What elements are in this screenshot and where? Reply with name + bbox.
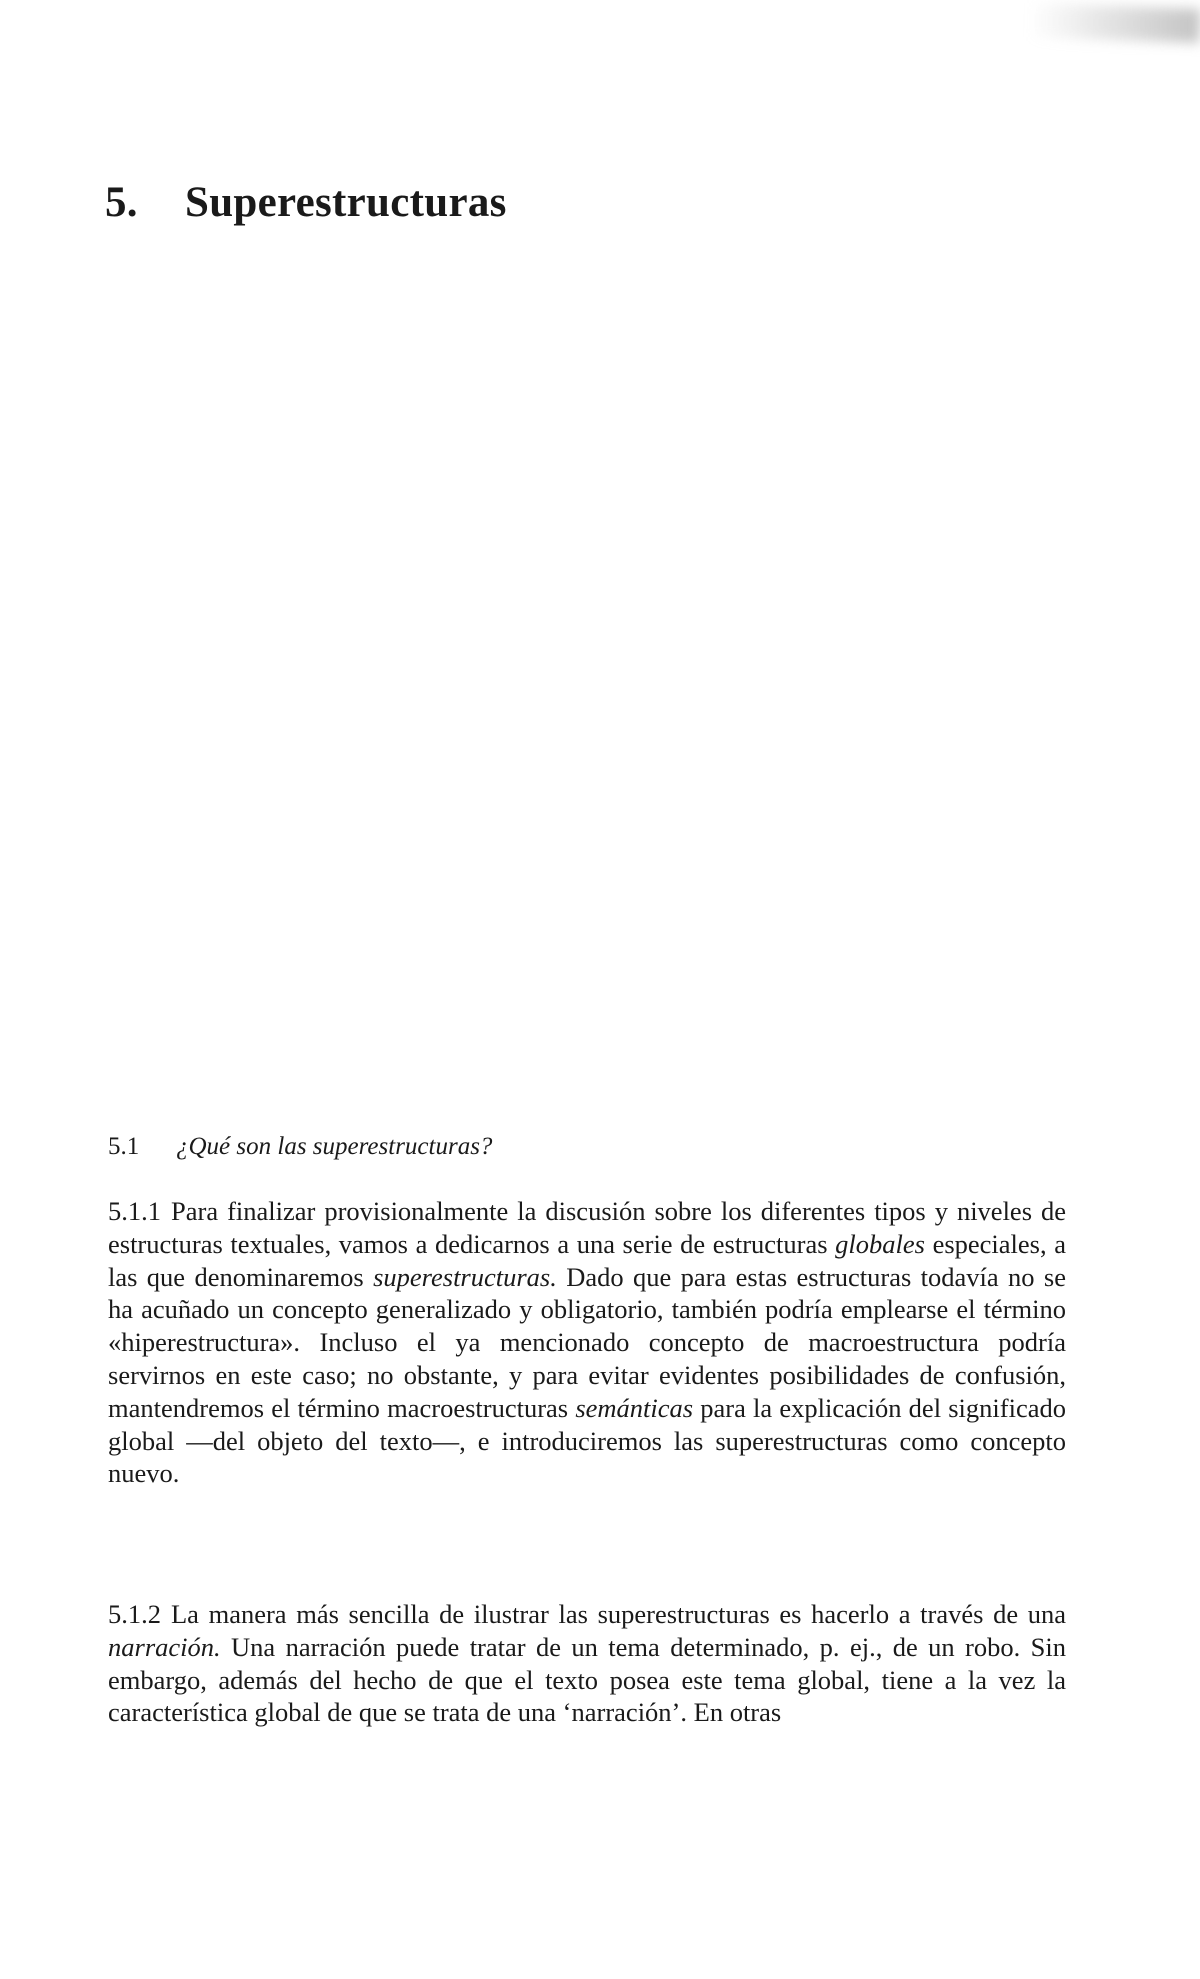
paragraph-number: 5.1.1 [108, 1196, 161, 1226]
emphasis-text: semánticas [575, 1392, 694, 1423]
paragraph-text: Dado que para estas estructuras todavía no se ha acuñado un concepto generalizado y obligatorio, también podría emplearse el término «hiperestructura». Incluso el ya mencionado concepto de macroestructura podría servirnos en este caso; no obstante, y para evitar evidentes posibilidades de confusión, mantendremos el término macroestructuras [108, 1261, 1066, 1423]
paragraph-5-1-1 [108, 1195, 1066, 1490]
paragraph-text: Una narración puede tratar de un tema determinado, p. ej., de un robo. Sin embargo, además del hecho de que el texto posea este tema global, tiene a la vez la característica global de que se trata de una ‘narración’. En otras [108, 1631, 1066, 1728]
emphasis-text: superestructuras. [373, 1261, 557, 1292]
chapter-title [105, 178, 507, 227]
chapter-number: 5. [105, 179, 138, 226]
paragraph-number: 5.1.2 [108, 1599, 161, 1629]
paragraph-text: La manera más sencilla de ilustrar las superestructuras es hacerlo a través de una [171, 1599, 1066, 1629]
paragraph-text: Para finalizar provisionalmente la discusión sobre los diferentes tipos y niveles de estructuras textuales, vamos a dedicarnos a una serie de estructuras [108, 1196, 1066, 1259]
emphasis-text: globales [835, 1228, 925, 1259]
chapter-title-text: Superestructuras [185, 179, 507, 226]
section-heading [108, 1133, 492, 1161]
scan-edge-shadow [1029, 3, 1200, 43]
emphasis-text: narración. [108, 1631, 221, 1662]
paragraph-text: especiales, a las que denominaremos [108, 1228, 1066, 1292]
paragraph-5-1-2 [108, 1598, 1066, 1729]
section-title: ¿Qué son las superestructuras? [176, 1133, 493, 1160]
section-number: 5.1 [108, 1133, 140, 1160]
paragraph-text: para la explicación del significado global —del objeto del texto—, e introduciremos las superestructuras como concepto nuevo. [108, 1392, 1066, 1489]
